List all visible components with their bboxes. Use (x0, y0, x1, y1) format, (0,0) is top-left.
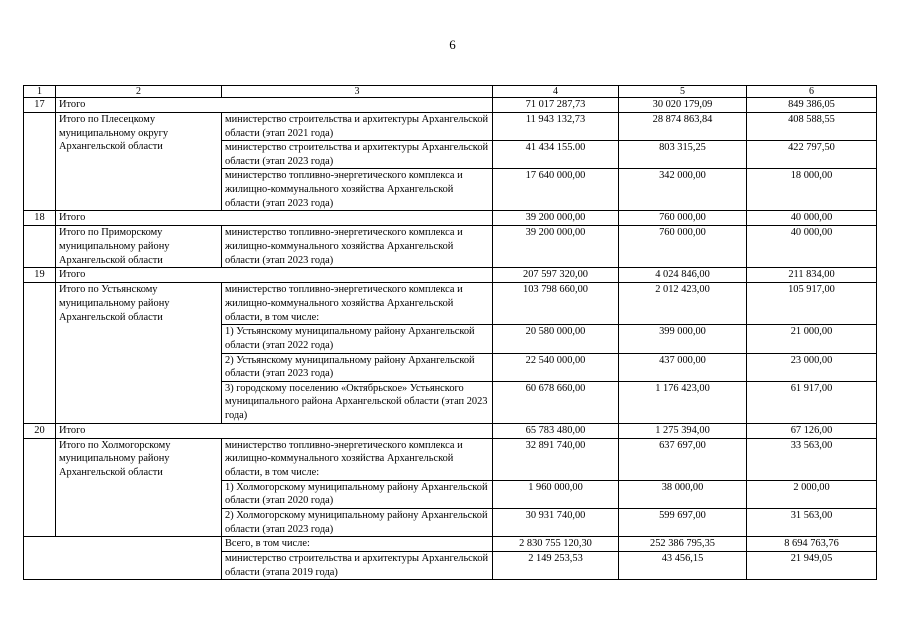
amount-cell: 60 678 660,00 (493, 381, 619, 423)
detail-row (24, 113, 877, 141)
amount-cell: 2 830 755 120,30 (493, 537, 619, 552)
amount-cell: 342 000,00 (619, 169, 747, 211)
amount-cell: 41 434 155.00 (493, 141, 619, 169)
row-number: 17 (24, 98, 56, 113)
group-total-row (24, 211, 877, 226)
amount-cell: 31 563,00 (747, 508, 877, 536)
empty-cell (24, 438, 56, 536)
amount-cell: 105 917,00 (747, 283, 877, 325)
header-cell: 2 (56, 86, 222, 98)
amount-cell: 22 540 000,00 (493, 353, 619, 381)
amount-cell: 33 563,00 (747, 438, 877, 480)
amount-cell: 39 200 000,00 (493, 226, 619, 268)
total-label: Итого (56, 98, 493, 113)
amount-cell: 2 149 253,53 (493, 552, 619, 580)
amount-cell: 437 000,00 (619, 353, 747, 381)
department-cell: министерство строительства и архитектуры Архангельской области (этап 2021 года) (222, 113, 493, 141)
empty-cell (24, 283, 56, 423)
amount-cell: 30 931 740,00 (493, 508, 619, 536)
header-cell: 6 (747, 86, 877, 98)
amount-cell: 17 640 000,00 (493, 169, 619, 211)
amount-cell: 399 000,00 (619, 325, 747, 353)
department-cell: 1) Устьянскому муниципальному району Архангельской области (этап 2022 года) (222, 325, 493, 353)
row-number: 20 (24, 423, 56, 438)
amount-cell: 32 891 740,00 (493, 438, 619, 480)
recipient-cell: Итого по Приморскому муниципальному району Архангельской области (56, 226, 222, 268)
amount-cell: 422 797,50 (747, 141, 877, 169)
amount-cell: 67 126,00 (747, 423, 877, 438)
amount-cell: 1 275 394,00 (619, 423, 747, 438)
page-number: 6 (449, 37, 456, 52)
amount-cell: 20 580 000,00 (493, 325, 619, 353)
department-cell: министерство строительства и архитектуры Архангельской области (этапа 2019 года) (222, 552, 493, 580)
header-row (24, 86, 877, 98)
amount-cell: 760 000,00 (619, 211, 747, 226)
department-cell: министерство строительства и архитектуры Архангельской области (этап 2023 года) (222, 141, 493, 169)
amount-cell: 211 834,00 (747, 268, 877, 283)
header-cell: 4 (493, 86, 619, 98)
amount-cell: 28 874 863,84 (619, 113, 747, 141)
amount-cell: 30 020 179,09 (619, 98, 747, 113)
amount-cell: 18 000,00 (747, 169, 877, 211)
amount-cell: 71 017 287,73 (493, 98, 619, 113)
empty-cell (24, 113, 56, 211)
department-cell: министерство топливно-энергетического комплекса и жилищно-коммунального хозяйства Архангельской области (этап 2023 года) (222, 226, 493, 268)
row-number: 19 (24, 268, 56, 283)
empty-cell (24, 537, 222, 580)
amount-cell: 2 000,00 (747, 480, 877, 508)
recipient-cell: Итого по Устьянскому муниципальному району Архангельской области (56, 283, 222, 423)
amount-cell: 103 798 660,00 (493, 283, 619, 325)
department-cell: министерство топливно-энергетического комплекса и жилищно-коммунального хозяйства Архангельской области, в том числе: (222, 438, 493, 480)
detail-row (24, 283, 877, 325)
amount-cell: 61 917,00 (747, 381, 877, 423)
recipient-cell: Итого по Плесецкому муниципальному округу Архангельской области (56, 113, 222, 211)
amount-cell: 599 697,00 (619, 508, 747, 536)
amount-cell: 849 386,05 (747, 98, 877, 113)
total-label: Итого (56, 268, 493, 283)
amount-cell: 1 176 423,00 (619, 381, 747, 423)
amount-cell: 40 000,00 (747, 226, 877, 268)
amount-cell: 8 694 763,76 (747, 537, 877, 552)
row-number: 18 (24, 211, 56, 226)
header-cell: 3 (222, 86, 493, 98)
amount-cell: 4 024 846,00 (619, 268, 747, 283)
recipient-cell: Итого по Холмогорскому муниципальному району Архангельской области (56, 438, 222, 536)
amount-cell: 207 597 320,00 (493, 268, 619, 283)
header-cell: 1 (24, 86, 56, 98)
amount-cell: 637 697,00 (619, 438, 747, 480)
department-cell: министерство топливно-энергетического комплекса и жилищно-коммунального хозяйства Архангельской области, в том числе: (222, 283, 493, 325)
amount-cell: 23 000,00 (747, 353, 877, 381)
group-total-row (24, 98, 877, 113)
amount-cell: 1 960 000,00 (493, 480, 619, 508)
detail-row (24, 226, 877, 268)
total-label: Итого (56, 423, 493, 438)
header-cell: 5 (619, 86, 747, 98)
group-total-row (24, 423, 877, 438)
amount-cell: 21 000,00 (747, 325, 877, 353)
amount-cell: 760 000,00 (619, 226, 747, 268)
amount-cell: 38 000,00 (619, 480, 747, 508)
department-cell: 3) городскому поселению «Октябрьское» Устьянского муниципального района Архангельской области (этап 2023 года) (222, 381, 493, 423)
total-label: Итого (56, 211, 493, 226)
funding-table (23, 85, 877, 580)
department-cell: 1) Холмогорскому муниципальному району Архангельской области (этап 2020 года) (222, 480, 493, 508)
amount-cell: 2 012 423,00 (619, 283, 747, 325)
empty-cell (24, 226, 56, 268)
amount-cell: 65 783 480,00 (493, 423, 619, 438)
amount-cell: 11 943 132,73 (493, 113, 619, 141)
detail-row (24, 438, 877, 480)
amount-cell: 252 386 795,35 (619, 537, 747, 552)
grand-total-row (24, 537, 877, 552)
department-cell: 2) Устьянскому муниципальному району Архангельской области (этап 2023 года) (222, 353, 493, 381)
amount-cell: 39 200 000,00 (493, 211, 619, 226)
amount-cell: 43 456,15 (619, 552, 747, 580)
department-cell: 2) Холмогорскому муниципальному району Архангельской области (этап 2023 года) (222, 508, 493, 536)
amount-cell: 408 588,55 (747, 113, 877, 141)
grand-total-label: Всего, в том числе: (222, 537, 493, 552)
group-total-row (24, 268, 877, 283)
department-cell: министерство топливно-энергетического комплекса и жилищно-коммунального хозяйства Архангельской области (этап 2023 года) (222, 169, 493, 211)
amount-cell: 40 000,00 (747, 211, 877, 226)
amount-cell: 803 315,25 (619, 141, 747, 169)
amount-cell: 21 949,05 (747, 552, 877, 580)
